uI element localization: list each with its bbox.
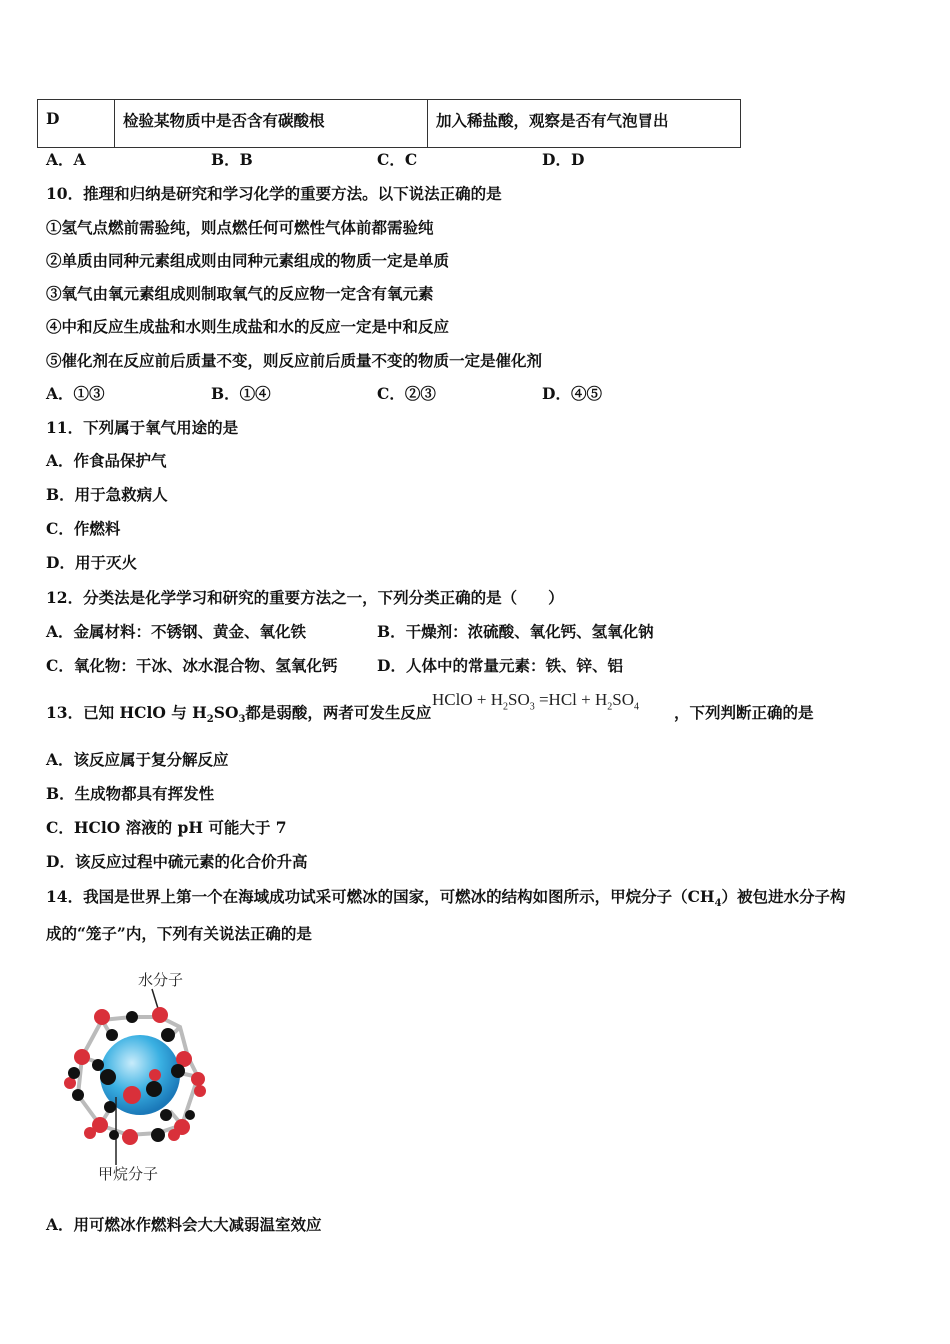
q14-stem-line2: 成的“笼子”内，下列有关说法正确的是 bbox=[46, 924, 312, 943]
eq-part: =HCl + H bbox=[534, 690, 608, 709]
methane-molecule-label: 甲烷分子 bbox=[98, 1165, 159, 1183]
q12-option-c: C．氧化物：干冰、冰水混合物、氢氧化钙 bbox=[46, 656, 338, 675]
q13-equation bbox=[432, 690, 639, 712]
q10-option-c: C．②③ bbox=[377, 384, 436, 403]
methane-center-atom bbox=[123, 1086, 141, 1104]
q11-option-d: D．用于灭火 bbox=[46, 553, 137, 572]
q14-stem-part: ）被包进水分子构 bbox=[721, 887, 846, 906]
q10-item-4: ④中和反应生成盐和水则生成盐和水的反应一定是中和反应 bbox=[46, 317, 450, 336]
q14-stem-part: 14．我国是世界上第一个在海域成功试采可燃冰的国家，可燃冰的结构如图所示，甲烷分子（CH bbox=[46, 887, 715, 906]
eq-sub: 4 bbox=[634, 701, 639, 713]
eq-sub: 2 bbox=[607, 701, 613, 713]
q13-option-b: B．生成物都具有挥发性 bbox=[46, 784, 215, 803]
cage-structure-diagram bbox=[50, 965, 220, 1195]
q9-option-d: D．D bbox=[542, 150, 585, 169]
eq-sub: 2 bbox=[502, 701, 508, 713]
q12-option-a: A．金属材料：不锈钢、黄金、氧化铁 bbox=[46, 622, 307, 641]
q9-option-b: B．B bbox=[211, 150, 253, 169]
q10-item-5: ⑤催化剂在反应前后质量不变，则反应前后质量不变的物质一定是催化剂 bbox=[46, 351, 543, 370]
q13-option-c: C．HClO 溶液的 pH 可能大于 7 bbox=[46, 818, 287, 837]
q11-option-a: A．作食品保护气 bbox=[46, 451, 167, 470]
q13-stem-end: ，下列判断正确的是 bbox=[674, 703, 814, 722]
q14-stem-sub: 4 bbox=[714, 898, 722, 910]
table-row bbox=[38, 100, 741, 148]
q13-stem-part: 13．已知 HClO 与 H bbox=[46, 703, 207, 722]
q9-option-a: A．A bbox=[46, 150, 86, 169]
eq-sub: 3 bbox=[529, 701, 535, 713]
table-cell-label: D bbox=[38, 100, 115, 148]
q13-stem-part: SO bbox=[213, 703, 239, 722]
q9-option-c: C．C bbox=[377, 150, 418, 169]
q13-option-a: A．该反应属于复分解反应 bbox=[46, 750, 229, 769]
combustible-ice-figure bbox=[50, 965, 220, 1195]
q10-stem: 10．推理和归纳是研究和学习化学的重要方法。以下说法正确的是 bbox=[46, 184, 502, 203]
q12-stem: 12．分类法是化学学习和研究的重要方法之一，下列分类正确的是（ ） bbox=[46, 588, 564, 607]
q12-option-d: D．人体中的常量元素：铁、锌、铝 bbox=[377, 656, 623, 675]
eq-part: SO bbox=[507, 690, 530, 709]
water-molecule-label: 水分子 bbox=[138, 971, 184, 989]
table-cell-method: 加入稀盐酸，观察是否有气泡冒出 bbox=[428, 100, 741, 148]
q10-option-a: A．①③ bbox=[46, 384, 105, 403]
q10-item-3: ③氧气由氧元素组成则制取氧气的反应物一定含有氧元素 bbox=[46, 284, 434, 303]
q13-stem-sub: 2 bbox=[206, 714, 214, 726]
q13-stem-sub: 3 bbox=[238, 714, 246, 726]
table-cell-purpose: 检验某物质中是否含有碳酸根 bbox=[115, 100, 428, 148]
q12-option-b: B．干燥剂：浓硫酸、氧化钙、氢氧化钠 bbox=[377, 622, 654, 641]
eq-part: HClO + H bbox=[432, 690, 503, 709]
q10-item-1: ①氢气点燃前需验纯，则点燃任何可燃性气体前都需验纯 bbox=[46, 218, 434, 237]
q10-option-d: D．④⑤ bbox=[542, 384, 602, 403]
eq-part: SO bbox=[612, 690, 634, 709]
answer-table bbox=[37, 99, 741, 148]
q13-option-d: D．该反应过程中硫元素的化合价升高 bbox=[46, 852, 308, 871]
q14-option-a: A．用可燃冰作燃料会大大减弱温室效应 bbox=[46, 1215, 322, 1234]
q10-option-b: B．①④ bbox=[211, 384, 271, 403]
q11-option-c: C．作燃料 bbox=[46, 519, 121, 538]
q11-option-b: B．用于急救病人 bbox=[46, 485, 168, 504]
q10-item-2: ②单质由同种元素组成则由同种元素组成的物质一定是单质 bbox=[46, 251, 450, 270]
q13-stem-part: 都是弱酸，两者可发生反应 bbox=[245, 703, 432, 722]
q14-stem-line1 bbox=[46, 887, 846, 914]
q11-stem: 11．下列属于氧气用途的是 bbox=[46, 418, 239, 437]
q13-stem bbox=[46, 703, 431, 730]
